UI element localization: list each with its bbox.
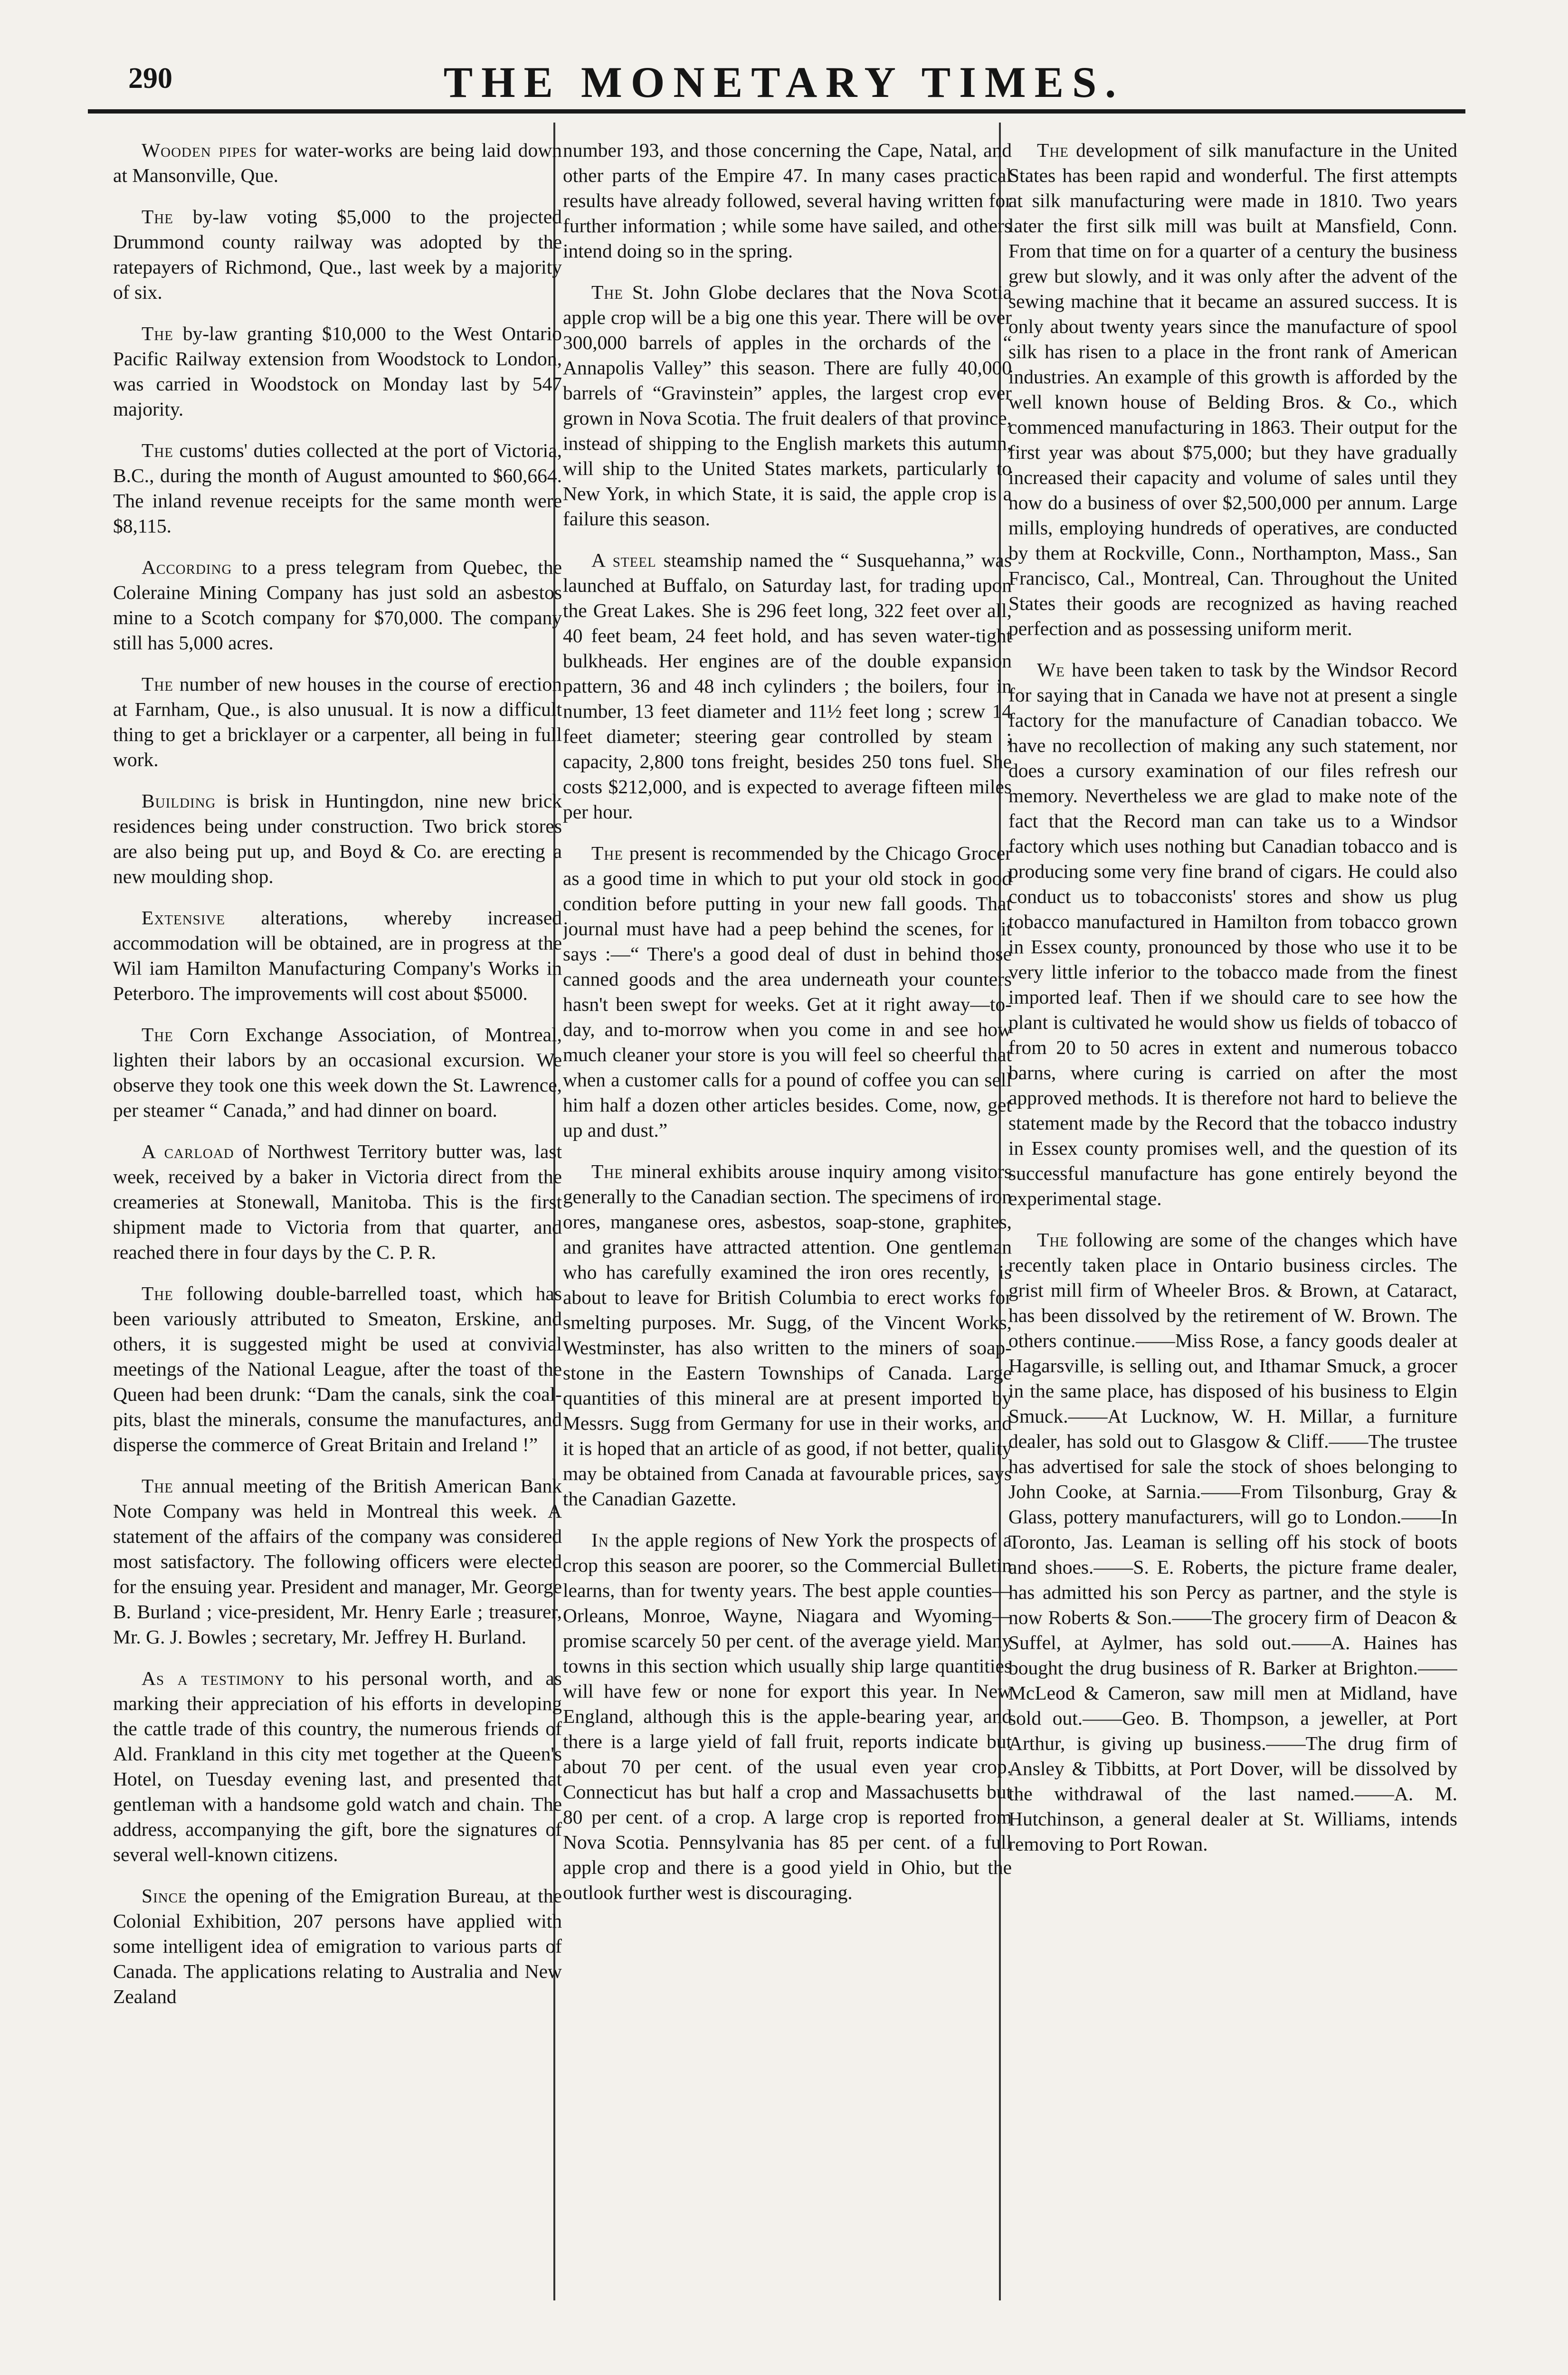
article-paragraph [113,905,562,1006]
paragraph-lead: The [591,1160,624,1182]
paragraph-lead: The [142,1475,174,1497]
article-paragraph [113,555,562,656]
paragraph-text: to a press telegram from Quebec, the Coleraine Mining Company has just sold an asbestos mine to a Scotch company for $70,000. The company still has 5,000 acres. [113,556,562,654]
article-paragraph [113,438,562,539]
paragraph-text: following are some of the changes which have recently taken place in Ontario business circles. The grist mill firm of Wheeler Bros. & Brown, at Cataract, has been dissolved by the retirement of W. Brown. The others continue.——Miss Rose, a fancy goods dealer at Hagarsville, is selling out, and Ithamar Smuck, a grocer in the same place, has disposed of his business to Elgin Smuck.——At Lucknow, W. H. Millar, a furniture dealer, has sold out to Glasgow & Cliff.——The trustee has advertised for sale the stock of shoes belonging to John Cooke, at Sarnia.——From Tilsonburg, Gray & Glass, pottery manufacturers, will go to London.——In Toronto, Jas. Leaman is selling off his stock of boots and shoes.——S. E. Roberts, the picture frame dealer, has admitted his son Percy as partner, and the style is now Roberts & Son.——The grocery firm of Deacon & Suffel, at Aylmer, has sold out.——A. Haines has bought the drug business of R. Barker at Brighton.——McLeod & Cameron, saw mill men at Midland, have sold out.——Geo. B. Thompson, a jeweller, at Port Arthur, is giving up business.——The drug firm of Ansley & Tibbitts, at Port Dover, will be dissolved by the withdrawal of the last named.——A. M. Hutchinson, a general dealer at St. Williams, intends removing to Port Rowan. [1008,1229,1457,1855]
article-paragraph [563,1528,1012,1905]
article-paragraph [113,672,562,772]
paragraph-lead: The [142,1024,174,1045]
paragraph-lead: As a testimony [142,1667,285,1689]
paragraph-lead: Since [142,1885,187,1907]
article-paragraph [113,1883,562,2009]
page-header [0,0,1568,119]
column-2 [563,138,1012,2299]
paragraph-lead: The [1037,1229,1069,1251]
paragraph-text: to his personal worth, and as marking their appreciation of his efforts in developing the cattle trade of this country, the numerous friends of Ald. Frankland in this city met together at the Queen's Hotel, on Tuesday evening last, and presented that gentleman with a handsome gold watch and chain. The address, accompanying the gift, bore the signatures of several well-known citizens. [113,1667,562,1865]
article-paragraph [113,204,562,305]
paragraph-text: alterations, whereby increased accommodation will be obtained, are in progress at the Wil iam Hamilton Manufacturing Company's Works in Peterboro. The improvements will cost about $5000. [113,907,562,1004]
article-paragraph [113,1022,562,1123]
paragraph-lead: A steel [591,549,656,571]
article-paragraph [563,280,1012,532]
article-paragraph [113,788,562,889]
paragraph-text: following double-barrelled toast, which has been variously attributed to Smeaton, Erskine, and others, it is suggested might be used at convivial meetings of the National League, after the toast of the Queen had been drunk: “Dam the canals, sink the coal-pits, blast the minerals, consume the manufactures, and disperse the commerce of Great Britain and Ireland !” [113,1282,562,1455]
article-paragraph [113,321,562,422]
paragraph-text: number 193, and those concerning the Cape, Natal, and other parts of the Empire 47. In many cases practical results have already followed, several having written for further information ; while some have sailed, and others intend doing so in the spring. [563,139,1012,262]
paragraph-lead: Wooden pipes [142,139,257,161]
header-rule [88,109,1465,114]
paragraph-lead: The [142,439,174,461]
paragraph-lead: The [591,842,624,864]
paragraph-text: customs' duties collected at the port of Victoria, B.C., during the month of August amounted to $60,664. The inland revenue receipts for the same month were $8,115. [113,439,562,537]
paragraph-lead: The [142,323,174,344]
masthead-title: THE MONETARY TIMES. [443,58,1125,106]
paragraph-text: steamship named the “ Susquehanna,” was launched at Buffalo, on Saturday last, for trading upon the Great Lakes. She is 296 feet long, 322 feet over all, 40 feet beam, 24 feet hold, and has seven water-tight bulkheads. Her engines are of the double expansion pattern, 36 and 48 inch cylinders ; the boilers, four in number, 13 feet diameter and 11½ feet long ; screw 14 feet diameter; steering gear controlled by steam ; capacity, 2,800 tons freight, besides 250 tons fuel. She costs $212,000, and is expected to average fifteen miles per hour. [563,549,1012,823]
article-paragraph [113,1666,562,1867]
paragraph-text: number of new houses in the course of erection at Farnham, Que., is also unusual. It is now a difficult thing to get a bricklayer or a carpenter, all being in full work. [113,673,562,770]
paragraph-lead: We [1037,659,1065,681]
paragraph-text: St. John Globe declares that the Nova Scotia apple crop will be a big one this year. There will be over 300,000 barrels of apples in the orchards of the “ Annapolis Valley” this season. There are fully 40,000 barrels of “Gravinstein” apples, the largest crop ever grown in Nova Scotia. The fruit dealers of that province, instead of shipping to the English markets this autumn, will ship to the United States markets, particularly to New York, in which State, it is said, the apple crop is a failure this season. [563,281,1012,530]
paragraph-text: is brisk in Huntingdon, nine new brick residences being under construction. Two brick stores are also being put up, and Boyd & Co. are erecting a new moulding shop. [113,790,562,887]
article-paragraph [1008,1227,1457,1857]
article-paragraph [563,841,1012,1143]
article-paragraph [113,138,562,188]
paragraph-lead: The [1037,139,1069,161]
article-paragraph [1008,138,1457,641]
article-paragraph [1008,657,1457,1211]
paragraph-lead: A carload [142,1140,234,1162]
paragraph-text: by-law voting $5,000 to the projected Drummond county railway was adopted by the ratepayers of Richmond, Que., last week by a majority of six. [113,206,562,303]
article-paragraph [113,1473,562,1650]
paragraph-lead: According [142,556,232,578]
paragraph-lead: Extensive [142,907,226,929]
column-3 [1008,138,1457,2299]
paragraph-lead: The [142,1282,174,1304]
paragraph-text: of Northwest Territory butter was, last week, received by a baker in Victoria direct from the creameries at Stonewall, Manitoba. This is the first shipment made to Victoria from that quarter, and reached there in four days by the C. P. R. [113,1140,562,1263]
article-paragraph [113,1139,562,1265]
article-paragraph [563,1159,1012,1511]
article-paragraph [563,548,1012,825]
paragraph-lead: In [591,1529,609,1551]
article-paragraph [563,138,1012,264]
paragraph-text: mineral exhibits arouse inquiry among visitors generally to the Canadian section. The specimens of iron ores, manganese ores, asbestos, soap-stone, graphites, and granites have attracted attention. One gentleman who has carefully examined the iron ores recently, is about to leave for British Columbia to erect works for smelting purposes. Mr. Sugg, of the Vincent Works, Westminster, has also written to the miners of soap-stone in the Eastern Townships of Canada. Large quantities of this mineral are at present imported by Messrs. Sugg from Germany for use in their works, and it is hoped that an article of as good, if not better, quality may be obtained from Canada at favourable prices, says the Canadian Gazette. [563,1160,1012,1510]
paragraph-text: present is recommended by the Chicago Grocer as a good time in which to put your old stock in good condition before putting in your new fall goods. That journal must have had a peep behind the scenes, for it says :—“ There's a good deal of dust in behind those canned goods and the area underneath your counters hasn't been swept for weeks. Get at it right away—to-day, and to-morrow when you come in and see how much cleaner your store is you will feel so cheerful that when a customer calls for a pound of coffee you can sell him half a dozen other articles besides. Come, now, get up and dust.” [563,842,1012,1141]
article-paragraph [113,1281,562,1457]
paragraph-lead: The [591,281,624,303]
paragraph-text: Corn Exchange Association, of Montreal, lighten their labors by an occasional excursion. We observe they took one this week down the St. Lawrence, per steamer “ Canada,” and had dinner on board. [113,1024,562,1121]
page-number: 290 [128,62,172,95]
paragraph-text: the opening of the Emigration Bureau, at the Colonial Exhibition, 207 persons have applied with some intelligent idea of emigration to various parts of Canada. The applications relating to Australia and New Zealand [113,1885,562,2007]
paragraph-lead: Building [142,790,216,812]
paragraph-text: annual meeting of the British American Bank Note Company was held in Montreal this week. A statement of the affairs of the company was considered most satisfactory. The following officers were elected for the ensuing year. President and manager, Mr. George B. Burland ; vice-president, Mr. Henry Earle ; treasurer, Mr. G. J. Bowles ; secretary, Mr. Jeffrey H. Burland. [113,1475,562,1648]
paragraph-text: by-law granting $10,000 to the West Ontario Pacific Railway extension from Woodstock to London, was carried in Woodstock on Monday last by 547 majority. [113,323,562,420]
paragraph-text: development of silk manufacture in the United States has been rapid and wonderful. The first attempts at silk manufacturing were made in 1810. Two years later the first silk mill was built at Mansfield, Conn. From that time on for a quarter of a century the business grew but slowly, and it was only after the advent of the sewing machine that it became an assured success. It is only about twenty years since the manufacture of spool silk has risen to a place in the front rank of American industries. An example of this growth is afforded by the well known house of Belding Bros. & Co., which commenced manufacturing in 1863. Their output for the first year was about $75,000; but they have gradually increased their capacity and volume of sales until they now do a business of over $2,500,000 per annum. Large mills, employing hundreds of operatives, are conducted by them at Rockville, Conn., Northampton, Mass., San Francisco, Cal., Montreal, Can. Throughout the United States their goods are recognized as having reached perfection and as possessing uniform merit. [1008,139,1457,639]
paragraph-lead: The [142,206,174,228]
paragraph-text: have been taken to task by the Windsor Record for saying that in Canada we have not at present a single factory for the manufacture of Canadian tobacco. We have no recollection of making any such statement, nor does a cursory examination of our files refresh our memory. Nevertheless we are glad to make note of the fact that the Record man can take us to a Windsor factory which uses nothing but Canadian tobacco and is producing some very fine brand of cigars. He could also conduct us to tobacconists' stores and show us plug tobacco manufactured in Hamilton from tobacco grown in Essex county, pronounced by those who use it to be very little inferior to the tobacco made from the finest imported leaf. Then if we should care to see how the plant is cultivated he would show us fields of tobacco of from 20 to 50 acres in extent and numerous tobacco barns, where curing is carried on after the most approved methods. It is therefore not hard to believe the statement made by the Record that the tobacco industry in Essex county promises well, and the question of its successful manufacture has gone entirely beyond the experimental stage. [1008,659,1457,1209]
paragraph-text: the apple regions of New York the prospects of a crop this season are poorer, so the Commercial Bulletin learns, than for twenty years. The best apple counties—Orleans, Monroe, Wayne, Niagara and Wyoming—promise scarcely 50 per cent. of the average yield. Many towns in this section which usually ship large quantities will have few or none for export this year. In New England, although this is the apple-bearing year, and there is a large yield of fall fruit, reports indicate but about 70 per cent. of the usual even year crop. Connecticut has but half a crop and Massachusetts but 80 per cent. of a crop. A large crop is reported from Nova Scotia. Pennsylvania has 85 per cent. of a full apple crop and there is a good yield in Ohio, but the outlook further west is discouraging. [563,1529,1012,1903]
paragraph-text: for water-works are being laid down at Mansonville, Que. [113,139,562,186]
column-1 [113,138,562,2299]
paragraph-lead: The [142,673,174,695]
